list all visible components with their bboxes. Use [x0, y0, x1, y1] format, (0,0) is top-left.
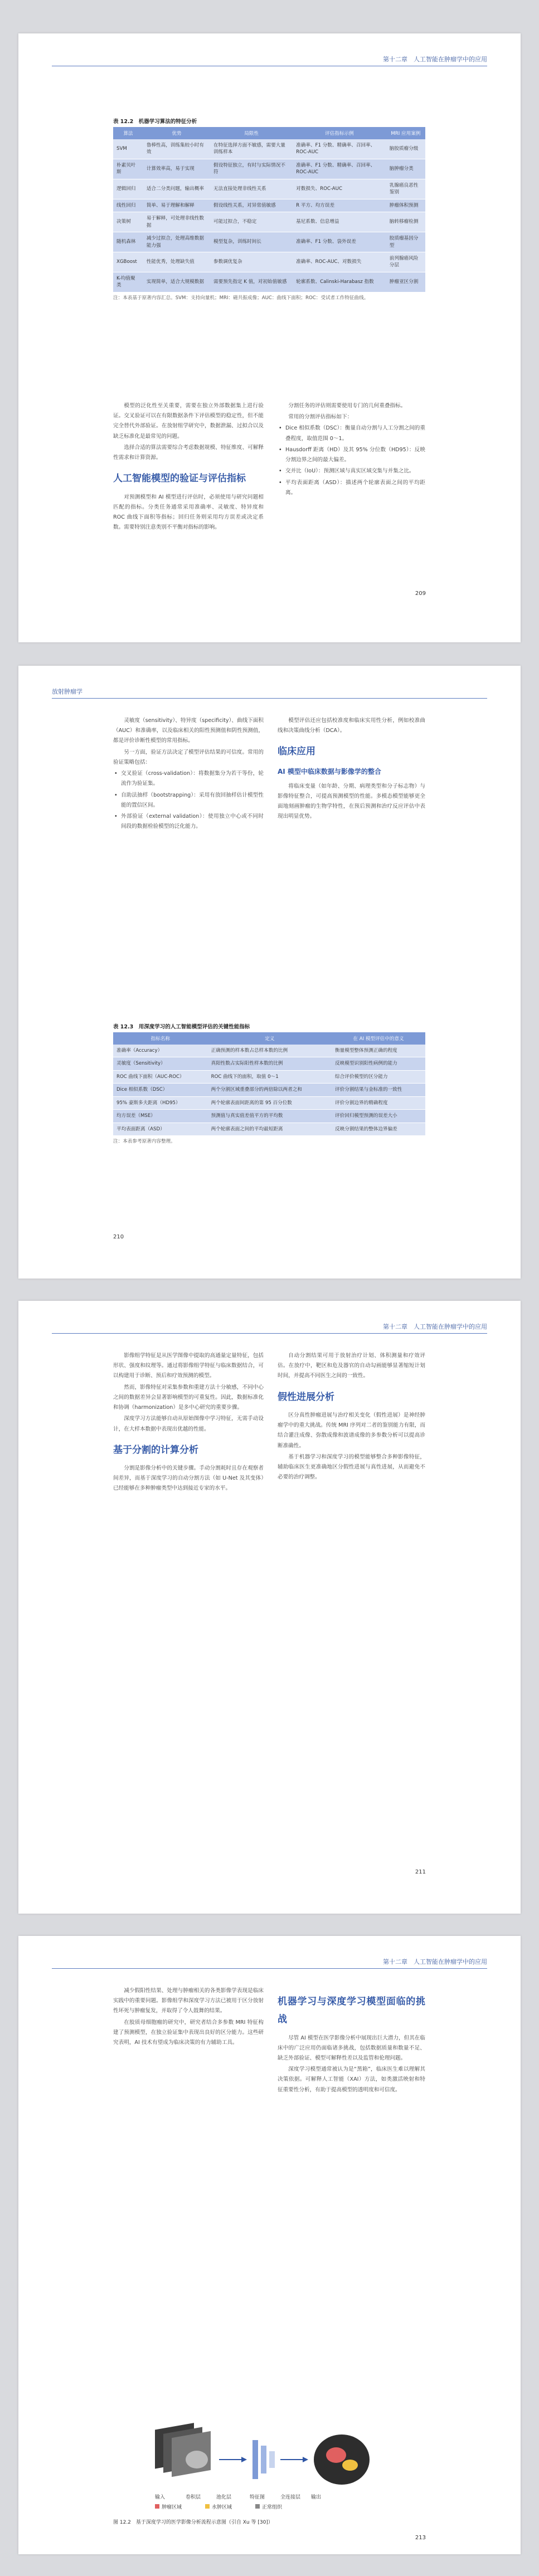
table-cell: 95% 豪斯多夫距离（HD95）: [113, 1096, 208, 1109]
table-cell: 可能过拟合，不稳定: [210, 212, 293, 232]
table-cell: 两个轮廓表面之间的平均最短距离: [208, 1123, 332, 1135]
running-header: 第十二章 人工智能在肿瘤学中的应用: [383, 56, 487, 63]
table-row: [113, 1123, 425, 1135]
left-column: [113, 401, 264, 534]
right-column: [278, 1986, 425, 2096]
figure-label: 卷积层: [186, 2495, 201, 2500]
table-cell: 胶质瘤基因分型: [386, 232, 425, 252]
bullet-item: • Dice 相似系数（DSC）：衡量自动分割与人工分割之间的重叠程度，取值范围 0～1。: [278, 423, 425, 443]
header-rule: [52, 1968, 487, 1969]
table-note: 注：本表基于原著内容汇总。SVM：支持向量机；MRI：磁共振成像；AUC：曲线下面积；ROC：受试者工作特征曲线。: [113, 295, 369, 301]
table-cell: 需要预先指定 K 值，对初始值敏感: [210, 272, 293, 292]
running-header: 第十二章 人工智能在肿瘤学中的应用: [383, 1958, 487, 1965]
legend-label: 正常组织: [262, 2505, 283, 2510]
table-cell: 对数损失、ROC-AUC: [293, 179, 386, 199]
paragraph: 影像组学特征是从医学图像中提取的高通量定量特征，包括形状、强度和纹理等。通过将影像组学特征与临床数据结合，可以构建用于诊断、预后和疗效预测的模型。: [113, 1353, 264, 1379]
table-cell: 实现简单，适合大规模数据: [143, 272, 210, 292]
table-cell: 准确率（Accuracy）: [113, 1045, 208, 1057]
table-cell: 易于解释，可处理非线性数据: [143, 212, 210, 232]
table-cell: 在特征选择方面不敏感，需要大量训练样本: [210, 139, 293, 159]
table-cell: 脑胶质瘤分级: [386, 139, 425, 159]
section-heading: 假性进展分析: [278, 1391, 334, 1403]
paragraph: 然而，影像特征对采集参数和重建方法十分敏感，不同中心之间的数据差异会显著影响模型的可重复性。因此，数据标准化和协调（harmonization）是多中心研究的重要步骤。: [113, 1384, 264, 1411]
table-cell: ROC 曲线下的面积，取值 0～1: [208, 1070, 332, 1083]
table-cell: 准确率、ROC-AUC、对数损失: [293, 252, 386, 272]
table-cell: 鲁棒性高，训练集较小时有效: [143, 139, 210, 159]
table-row: [113, 1084, 425, 1096]
left-column: [113, 716, 264, 833]
table-row: [113, 1070, 425, 1083]
legend-swatch: [155, 2504, 159, 2509]
header-rule: [52, 1333, 487, 1334]
figure-label: 全连接层: [280, 2495, 301, 2500]
section-heading: 基于分割的计算分析: [113, 1444, 198, 1456]
table-cell: 计算效率高，易于实现: [143, 159, 210, 179]
table-cell: 肿瘤体积预测: [386, 199, 425, 212]
arrow-head: [241, 2457, 247, 2462]
bullet-item: • Hausdorff 距离（HD）及其 95% 分位数（HD95）：反映分割边界之间的最大偏差。: [278, 445, 425, 465]
arrow-head: [303, 2457, 308, 2462]
table-cell: 朴素贝叶斯: [113, 159, 143, 179]
paragraph: 深度学习方法能够自动从原始图像中学习特征，无需手动设计，在大样本数据中表现出优越的性能。: [113, 1416, 264, 1432]
table-cell: 脑转移瘤检测: [386, 212, 425, 232]
column-header: 算法: [113, 127, 143, 139]
paragraph: 对预测模型和 AI 模型进行评估时，必须使用与研究问题相匹配的指标。分类任务通常采用准确率、灵敏度、特异度和 ROC 曲线下面积等指标；回归任务则采用均方误差或决定系数。需要特别注意类别不平衡对指标的影响。: [113, 494, 264, 531]
table-cell: SVM: [113, 139, 143, 159]
right-column: [278, 716, 425, 823]
page-210: [18, 666, 521, 1279]
column-header: 在 AI 模型评估中的意义: [332, 1032, 425, 1045]
page-213: [18, 1936, 521, 2554]
table-cell: ROC 曲线下面积（AUC-ROC）: [113, 1070, 208, 1083]
running-header: 放射肿瘤学: [52, 688, 82, 695]
table-row: [113, 179, 425, 199]
paragraph: 常用的分割评估指标如下：: [288, 414, 353, 421]
bullet-item: • 外部验证（external validation）：使用独立中心或不同时间段的数据检验模型的泛化能力。: [113, 812, 264, 832]
paragraph: 模型的泛化性至关重要，需要在独立外部数据集上进行验证。交叉验证可以在有限数据条件下评估模型的稳定性，但不能完全替代外部验证。在放射组学研究中，数据泄漏、过拟合以及缺乏标准化是最常见的问题。: [113, 403, 264, 440]
paragraph: 在胶质母细胞瘤的研究中，研究者结合多参数 MRI 特征构建了预测模型，在独立验证集中表现出良好的区分能力。这些研究表明，AI 技术有望成为临床决策的有力辅助工具。: [113, 2019, 264, 2046]
table-cell: XGBoost: [113, 252, 143, 272]
table-row: [113, 272, 425, 292]
table-cell: Dice 相似系数（DSC）: [113, 1084, 208, 1096]
table-cell: 前列腺癌风险分层: [386, 252, 425, 272]
table-cell: 随机森林: [113, 232, 143, 252]
paragraph: 分割是影像分析中的关键步骤。手动分割耗时且存在观察者间差异，而基于深度学习的自动分割方法（如 U-Net 及其变体）已经能够在多种肿瘤类型中达到接近专家的水平。: [113, 1465, 264, 1492]
column-header: 定义: [208, 1032, 332, 1045]
table-cell: 衡量模型整体预测正确的程度: [332, 1045, 425, 1057]
table-cell: 减少过拟合，处理高维数据能力强: [143, 232, 210, 252]
bullet-item: • 自助法抽样（bootstrapping）：采用有放回抽样估计模型性能的置信区间。: [113, 791, 264, 811]
table-cell: 灵敏度（Sensitivity）: [113, 1057, 208, 1070]
table-cell: 评价分割结果与金标准的一致性: [332, 1084, 425, 1096]
figure-label: 特征图: [250, 2495, 265, 2500]
table-cell: 准确率、F1 分数、精确率、召回率、ROC-AUC: [293, 159, 386, 179]
section-heading: 人工智能模型的验证与评估指标: [113, 473, 246, 485]
table-row: [113, 252, 425, 272]
table-cell: 适合二分类问题，输出概率: [143, 179, 210, 199]
table-cell: K-均值聚类: [113, 272, 143, 292]
running-header: 第十二章 人工智能在肿瘤学中的应用: [383, 1323, 487, 1330]
paragraph: 分割任务的评估则需要使用专门的几何重叠指标。: [288, 403, 406, 409]
table-cell: 简单、易于理解和解释: [143, 199, 210, 212]
paragraph: 自动分割结果可用于放射治疗计划、体积测量和疗效评估。在放疗中，靶区和危及器官的自动勾画能够显著缩短计划时间，并提高不同医生之间的一致性。: [278, 1353, 425, 1379]
table-cell: 肿瘤亚区分割: [386, 272, 425, 292]
ml-algorithm-table: [113, 127, 425, 292]
table-row: [113, 159, 425, 179]
input-slices: [155, 2423, 211, 2477]
page-209: [18, 33, 521, 642]
figure-label: 输出: [311, 2495, 322, 2500]
bullet-item: • 平均表面距离（ASD）：描述两个轮廓表面之间的平均距离。: [278, 478, 425, 498]
subsection-heading: AI 模型中临床数据与影像学的整合: [278, 767, 381, 775]
table-cell: 反映分割结果的整体边界偏差: [332, 1123, 425, 1135]
table-row: [113, 1057, 425, 1070]
table-12-2: [113, 117, 425, 303]
figure-label: 池化层: [216, 2495, 232, 2500]
table-cell: 评价回归模型预测的误差大小: [332, 1110, 425, 1123]
bullet-item: • 交并比（IoU）：预测区域与真实区域交集与并集之比。: [278, 466, 425, 476]
table-cell: 逻辑回归: [113, 179, 143, 199]
paragraph: 减少假阳性结果、处理与肿瘤相关的各类影像学表现是临床实践中的重要问题。影像组学和深度学习方法已被用于区分放射性坏死与肿瘤复发，并取得了令人鼓舞的结果。: [113, 1988, 264, 2014]
table-caption: 表 12.3 用深度学习的人工智能模型评估的关键性能指标: [113, 1024, 250, 1030]
table-cell: 两个分割区域重叠部分的两倍除以两者之和: [208, 1084, 332, 1096]
left-column: [113, 1986, 264, 2049]
table-cell: R 平方、均方误差: [293, 199, 386, 212]
table-cell: 两个轮廓表面间距离的第 95 百分位数: [208, 1096, 332, 1109]
table-cell: 模型复杂，训练时间长: [210, 232, 293, 252]
column-header: 评估指标示例: [293, 127, 386, 139]
paragraph: 选择合适的算法需要综合考虑数据规模、特征维度、可解释性需求和计算资源。: [113, 444, 264, 461]
figure-label: 输入: [155, 2495, 166, 2500]
table-cell: 无法直接处理非线性关系: [210, 179, 293, 199]
figure-legend: [155, 2504, 283, 2510]
legend-swatch: [205, 2504, 210, 2509]
right-column: [278, 1351, 425, 1484]
table-row: [113, 1045, 425, 1057]
figure-12-2: [144, 2421, 395, 2512]
column-header: MRI 应用案例: [386, 127, 425, 139]
left-labels: [155, 2494, 231, 2500]
section-heading: 机器学习与深度学习模型面临的挑战: [278, 1996, 425, 2026]
table-row: [113, 1096, 425, 1109]
network-layers: [252, 2440, 275, 2479]
table-cell: 假设特征独立，有时与实际情况不符: [210, 159, 293, 179]
table-cell: 真阳性数占实际阳性样本数的比例: [208, 1057, 332, 1070]
table-cell: 预测值与真实值差值平方的平均数: [208, 1110, 332, 1123]
table-cell: 正确预测的样本数占总样本数的比例: [208, 1045, 332, 1057]
header-rule: [52, 698, 487, 699]
table-cell: 乳腺癌良恶性鉴别: [386, 179, 425, 199]
validation-bullet-list: [113, 769, 264, 832]
page-number: 213: [415, 2535, 426, 2541]
dl-pipeline-diagram: [144, 2421, 395, 2512]
table-cell: 决策树: [113, 212, 143, 232]
table-cell: 均方误差（MSE）: [113, 1110, 208, 1123]
legend-label: 肿瘤区域: [162, 2505, 182, 2510]
metrics-table: [113, 1032, 425, 1136]
paragraph: 深度学习模型通常被认为是“黑箱”，临床医生难以理解其决策依据。可解释人工智能（XAI）方法，如类激活映射和特征重要性分析，有助于提高模型的透明度和可信度。: [278, 2066, 425, 2093]
table-row: [113, 199, 425, 212]
table-row: [113, 1110, 425, 1123]
page-number: 210: [113, 1234, 124, 1240]
column-header: 指标名称: [113, 1032, 208, 1045]
column-header: 优势: [143, 127, 210, 139]
table-cell: 平均表面距离（ASD）: [113, 1123, 208, 1135]
table-caption: 表 12.2 机器学习算法的特征分析: [113, 119, 197, 125]
table-cell: 反映模型识别阳性病例的能力: [332, 1057, 425, 1070]
table-cell: 假设线性关系，对异常值敏感: [210, 199, 293, 212]
page-number: 211: [415, 1869, 426, 1875]
legend-label: 水肿区域: [212, 2505, 232, 2510]
table-header-row: [113, 127, 425, 139]
paragraph: 区分真性肿瘤进展与治疗相关变化（假性进展）是神经肿瘤学中的重大挑战。传统 MRI 序列对二者的鉴别能力有限，而结合灌注成像、弥散成像和波谱成像的多参数分析可以提高诊断准确性。: [278, 1412, 425, 1449]
page-211: [18, 1301, 521, 1914]
table-cell: 基尼系数、信息增益: [293, 212, 386, 232]
table-row: [113, 212, 425, 232]
table-cell: 准确率、F1 分数、精确率、召回率、ROC-AUC: [293, 139, 386, 159]
table-cell: 参数调优复杂: [210, 252, 293, 272]
paragraph: 另一方面，验证方法决定了模型评估结果的可信度。常用的验证策略包括：: [113, 749, 264, 765]
table-cell: 脑肿瘤分类: [386, 159, 425, 179]
table-row: [113, 139, 425, 159]
output-brain: [314, 2434, 370, 2485]
paragraph: 灵敏度（sensitivity）、特异度（specificity）、曲线下面积（AUC）和准确率，以及临床相关的阳性预测值和阴性预测值，都是评价诊断性模型的常用指标。: [113, 718, 264, 744]
table-cell: 评价分割边界的精确程度: [332, 1096, 425, 1109]
left-column: [113, 1351, 264, 1495]
table-row: [113, 232, 425, 252]
paragraph: 模型评估还应包括校准度和临床实用性分析，例如校准曲线和决策曲线分析（DCA）。: [278, 718, 425, 734]
table-cell: 线性回归: [113, 199, 143, 212]
table-header-row: [113, 1032, 425, 1045]
metric-bullet-list: [278, 423, 425, 498]
table-cell: 准确率、F1 分数、袋外误差: [293, 232, 386, 252]
table-cell: 轮廓系数、Calinski-Harabasz 指数: [293, 272, 386, 292]
bullet-item: • 交叉验证（cross-validation）：将数据集分为若干等份，轮流作为验证集。: [113, 769, 264, 789]
table-cell: 性能优秀，处理缺失值: [143, 252, 210, 272]
section-heading: 临床应用: [278, 746, 315, 758]
paragraph: 将临床变量（如年龄、分期、病理类型和分子标志物）与影像特征整合，可提高预测模型的性能。多模态模型能够更全面地刻画肿瘤的生物学特性，在预后预测和治疗反应评估中表现出明显优势。: [278, 783, 425, 820]
page-number: 209: [415, 591, 426, 597]
table-note: 注：本表参考原著内容整理。: [113, 1139, 176, 1145]
right-labels: [250, 2494, 321, 2500]
column-header: 局限性: [210, 127, 293, 139]
figure-caption: 图 12.2 基于深度学习的医学影像分析流程示意图（引自 Xu 等 [30]）: [113, 2520, 273, 2525]
paragraph: 基于机器学习和深度学习的模型能够整合多种影像特征，辅助临床医生更准确地区分假性进展与真性进展，从而避免不必要的治疗调整。: [278, 1453, 425, 1481]
right-column: [278, 401, 425, 499]
legend-swatch: [255, 2504, 260, 2509]
paragraph: 尽管 AI 模型在医学影像分析中展现出巨大潜力，但其在临床中的广泛应用仍面临诸多挑战，包括数据质量和数量不足、缺乏外部验证、模型可解释性差以及监管和伦理问题。: [278, 2035, 425, 2062]
table-12-3: [113, 1022, 425, 1146]
table-cell: 综合评价模型的区分能力: [332, 1070, 425, 1083]
